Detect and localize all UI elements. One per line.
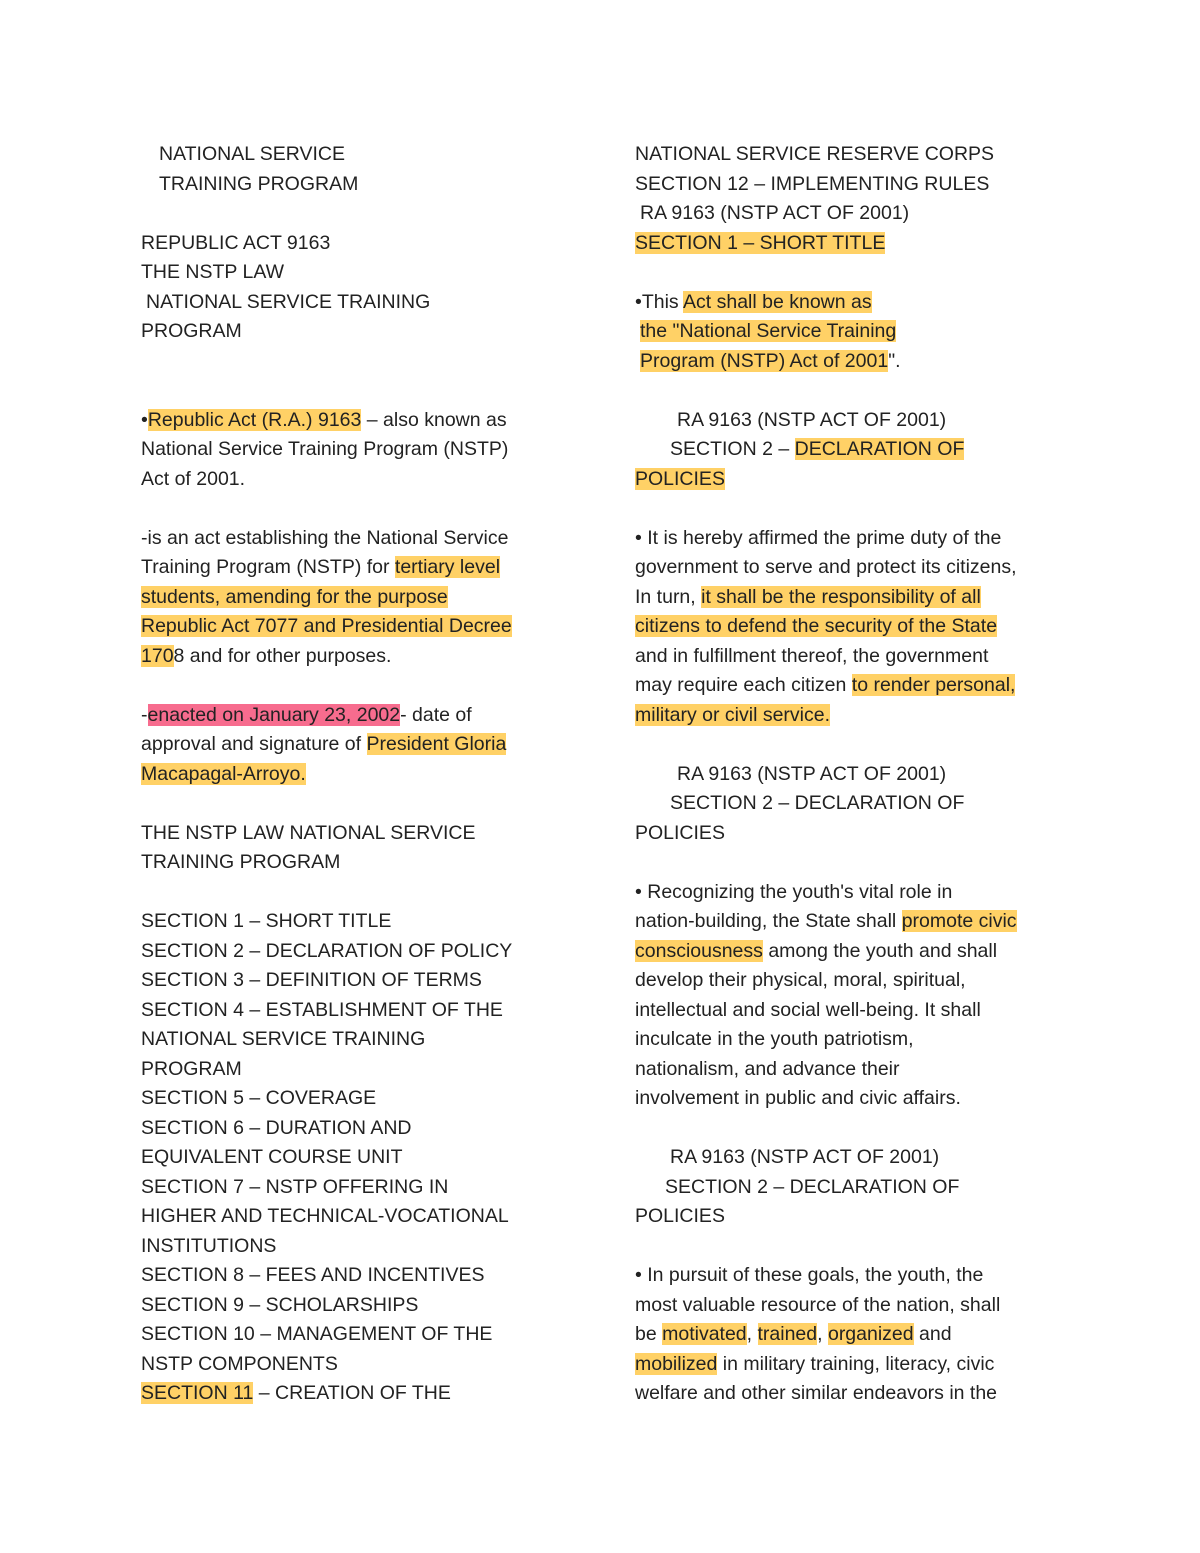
text-line [141, 1320, 571, 1350]
text-segment: involvement in public and civic affairs. [635, 1087, 961, 1109]
text-line [141, 642, 571, 672]
text-line [635, 671, 1075, 701]
text-segment: REPUBLIC ACT 9163 [141, 231, 331, 254]
blank-line [635, 494, 1075, 524]
text-line [141, 1025, 571, 1055]
text-segment: • It is hereby affirmed the prime duty of the [635, 526, 1002, 549]
text-line [141, 465, 571, 495]
text-line [635, 583, 1075, 613]
text-segment: THE NSTP LAW [141, 261, 285, 283]
text-segment: and in fulfillment thereof, the government [635, 644, 989, 667]
text-line [141, 1202, 571, 1232]
highlighted-text: DECLARATION OF [794, 438, 965, 460]
text-line [141, 229, 571, 259]
highlighted-text: Republic Act 7077 and Presidential Decree [141, 615, 512, 637]
text-segment: nationalism, and advance their [635, 1057, 900, 1080]
text-line [635, 878, 1075, 908]
text-segment: SECTION 8 – FEES AND INCENTIVES [141, 1264, 485, 1286]
text-segment: NATIONAL SERVICE [159, 143, 346, 165]
left-column [141, 140, 571, 1409]
text-line [635, 1379, 1075, 1409]
highlighted-text: organized [827, 1323, 914, 1345]
text-segment: POLICIES [635, 1205, 725, 1227]
blank-line [141, 376, 571, 406]
text-segment: among the youth and shall [762, 939, 998, 962]
text-line [635, 966, 1075, 996]
text-segment: RA 9163 (NSTP ACT OF 2001) [670, 1146, 940, 1168]
text-segment: NSTP COMPONENTS [141, 1352, 338, 1375]
highlighted-text: Act shall be known as [683, 290, 872, 313]
text-segment: intellectual and social well-being. It shall [635, 998, 981, 1021]
text-segment: • Recognizing the youth's vital role in [635, 880, 953, 903]
text-segment: – also known as [361, 408, 507, 431]
blank-line [635, 1232, 1075, 1262]
text-line [635, 170, 1075, 200]
blank-line [141, 199, 571, 229]
highlighted-text: POLICIES [635, 467, 725, 490]
text-line [141, 524, 571, 554]
text-segment: In turn, [635, 585, 702, 608]
blank-line [635, 376, 1075, 406]
text-line [635, 1291, 1075, 1321]
text-line [141, 1291, 571, 1321]
text-segment: NATIONAL SERVICE RESERVE CORPS [635, 143, 995, 165]
text-line [635, 1143, 1075, 1173]
text-segment: approval and signature of [141, 733, 367, 755]
text-segment: SECTION 5 – COVERAGE [141, 1087, 377, 1109]
text-line [635, 789, 1075, 819]
text-line [635, 1261, 1075, 1291]
text-segment: • In pursuit of these goals, the youth, the [635, 1264, 984, 1286]
text-segment: , [746, 1323, 758, 1345]
text-line [635, 524, 1075, 554]
text-segment: ". [888, 349, 901, 372]
text-line [141, 730, 571, 760]
highlighted-text: to render personal, [851, 674, 1016, 696]
highlighted-text: motivated [662, 1323, 747, 1345]
highlighted-text: consciousness [635, 939, 763, 962]
text-line [635, 819, 1075, 849]
text-segment: government to serve and protect its citizens, [635, 556, 1017, 578]
highlighted-text: SECTION 1 – SHORT TITLE [635, 231, 886, 254]
highlighted-text: citizens to defend the security of the State [635, 615, 998, 637]
text-segment: SECTION 3 – DEFINITION OF TERMS [141, 969, 482, 991]
text-line [141, 937, 571, 967]
text-line [635, 288, 1075, 318]
text-segment: RA 9163 (NSTP ACT OF 2001) [677, 762, 947, 785]
text-segment: welfare and other similar endeavors in the [635, 1382, 998, 1404]
text-line [635, 465, 1075, 495]
text-line [141, 760, 571, 790]
text-segment: THE NSTP LAW NATIONAL SERVICE [141, 821, 476, 844]
text-segment: - date of [400, 703, 472, 726]
text-segment: EQUIVALENT COURSE UNIT [141, 1146, 403, 1168]
text-line [635, 140, 1075, 170]
text-segment: may require each citizen [635, 674, 852, 696]
text-line [141, 317, 571, 347]
text-segment: SECTION 7 – NSTP OFFERING IN [141, 1175, 449, 1198]
text-segment: , [817, 1323, 828, 1345]
text-line [635, 553, 1075, 583]
text-segment: Training Program (NSTP) for [141, 556, 395, 578]
blank-line [635, 730, 1075, 760]
text-segment: nation-building, the State shall [635, 910, 902, 932]
text-segment: PROGRAM [141, 320, 242, 342]
text-line [635, 317, 1075, 347]
text-line [141, 1379, 571, 1409]
highlighted-text: military or civil service. [635, 703, 831, 726]
text-line [635, 1084, 1075, 1114]
text-segment: SECTION 10 – MANAGEMENT OF THE [141, 1323, 493, 1345]
blank-line [141, 671, 571, 701]
text-segment: POLICIES [635, 821, 725, 844]
text-line [141, 1055, 571, 1085]
text-segment: -is an act establishing the National Service [141, 526, 509, 549]
text-segment: NATIONAL SERVICE TRAINING [141, 1028, 426, 1050]
blank-line [141, 878, 571, 908]
text-segment: SECTION 9 – SCHOLARSHIPS [141, 1293, 419, 1316]
text-segment: most valuable resource of the nation, shall [635, 1293, 1001, 1316]
text-line [141, 258, 571, 288]
text-line [635, 907, 1075, 937]
text-line [141, 583, 571, 613]
text-line [141, 819, 571, 849]
text-segment: in military training, literacy, civic [717, 1352, 995, 1375]
text-line [635, 1350, 1075, 1380]
text-line [141, 170, 571, 200]
text-line [141, 996, 571, 1026]
highlighted-text: Macapagal-Arroyo. [141, 762, 306, 785]
text-line [635, 199, 1075, 229]
highlighted-text: the "National Service Training [640, 320, 897, 342]
text-segment: SECTION 2 – DECLARATION OF [670, 792, 965, 814]
blank-line [141, 347, 571, 377]
text-line [635, 347, 1075, 377]
text-segment: be [635, 1323, 663, 1345]
text-segment: SECTION 2 – [670, 438, 795, 460]
text-segment: develop their physical, moral, spiritual, [635, 969, 966, 991]
text-segment: National Service Training Program (NSTP) [141, 438, 509, 460]
text-line [141, 1143, 571, 1173]
text-line [141, 701, 571, 731]
text-line [635, 435, 1075, 465]
text-segment: SECTION 1 – SHORT TITLE [141, 910, 392, 932]
text-segment: SECTION 12 – IMPLEMENTING RULES [635, 172, 990, 195]
text-segment: RA 9163 (NSTP ACT OF 2001) [640, 202, 910, 224]
text-segment: – CREATION OF THE [253, 1382, 451, 1404]
text-segment: • [141, 408, 148, 431]
highlighted-text: Republic Act (R.A.) 9163 [147, 408, 362, 431]
text-line [141, 435, 571, 465]
blank-line [635, 258, 1075, 288]
text-line [635, 760, 1075, 790]
text-line [141, 1350, 571, 1380]
text-segment: •This [635, 290, 684, 313]
text-segment: inculcate in the youth patriotism, [635, 1028, 914, 1050]
highlighted-text: 170 [141, 644, 174, 667]
highlighted-text: President Gloria [366, 733, 507, 755]
text-segment: PROGRAM [141, 1057, 242, 1080]
highlighted-text: it shall be the responsibility of all [701, 585, 981, 608]
text-segment: and [913, 1323, 952, 1345]
text-line [141, 612, 571, 642]
highlighted-text: tertiary level [394, 556, 501, 578]
text-segment: 8 and for other purposes. [173, 644, 392, 667]
text-line [635, 612, 1075, 642]
text-line [141, 553, 571, 583]
highlighted-text: SECTION 11 [141, 1382, 254, 1404]
text-line [635, 1025, 1075, 1055]
text-line [141, 966, 571, 996]
text-segment: SECTION 2 – DECLARATION OF [665, 1175, 960, 1198]
text-segment: - [141, 703, 148, 726]
highlighted-text: promote civic [901, 910, 1017, 932]
text-line [141, 1084, 571, 1114]
text-segment: TRAINING PROGRAM [159, 172, 359, 195]
text-line [635, 701, 1075, 731]
highlighted-text: trained [757, 1323, 818, 1345]
text-segment: SECTION 6 – DURATION AND [141, 1116, 412, 1139]
highlighted-text: students, amending for the purpose [141, 585, 448, 608]
text-line [141, 1232, 571, 1262]
text-line [635, 1320, 1075, 1350]
text-segment: INSTITUTIONS [141, 1234, 277, 1257]
right-column [635, 140, 1075, 1409]
text-line [635, 996, 1075, 1026]
highlighted-text: Program (NSTP) Act of 2001 [640, 349, 889, 372]
text-line [141, 1173, 571, 1203]
text-line [635, 406, 1075, 436]
text-line [141, 907, 571, 937]
highlighted-text-pink: enacted on January 23, 2002 [147, 703, 401, 726]
text-line [141, 1114, 571, 1144]
blank-line [141, 494, 571, 524]
text-line [141, 848, 571, 878]
highlighted-text: mobilized [635, 1352, 718, 1375]
blank-line [635, 848, 1075, 878]
blank-line [141, 789, 571, 819]
text-segment: SECTION 4 – ESTABLISHMENT OF THE [141, 998, 503, 1021]
text-line [141, 1261, 571, 1291]
text-line [141, 140, 571, 170]
text-line [635, 937, 1075, 967]
text-line [141, 288, 571, 318]
text-segment: NATIONAL SERVICE TRAINING [146, 290, 431, 313]
text-line [635, 1202, 1075, 1232]
text-segment: TRAINING PROGRAM [141, 851, 341, 873]
blank-line [635, 1114, 1075, 1144]
text-segment: HIGHER AND TECHNICAL-VOCATIONAL [141, 1205, 509, 1227]
text-line [635, 1055, 1075, 1085]
text-line [635, 642, 1075, 672]
text-segment: Act of 2001. [141, 467, 246, 490]
text-line [635, 229, 1075, 259]
text-segment: SECTION 2 – DECLARATION OF POLICY [141, 939, 513, 962]
text-line [141, 406, 571, 436]
text-line [635, 1173, 1075, 1203]
text-segment: RA 9163 (NSTP ACT OF 2001) [677, 408, 947, 431]
